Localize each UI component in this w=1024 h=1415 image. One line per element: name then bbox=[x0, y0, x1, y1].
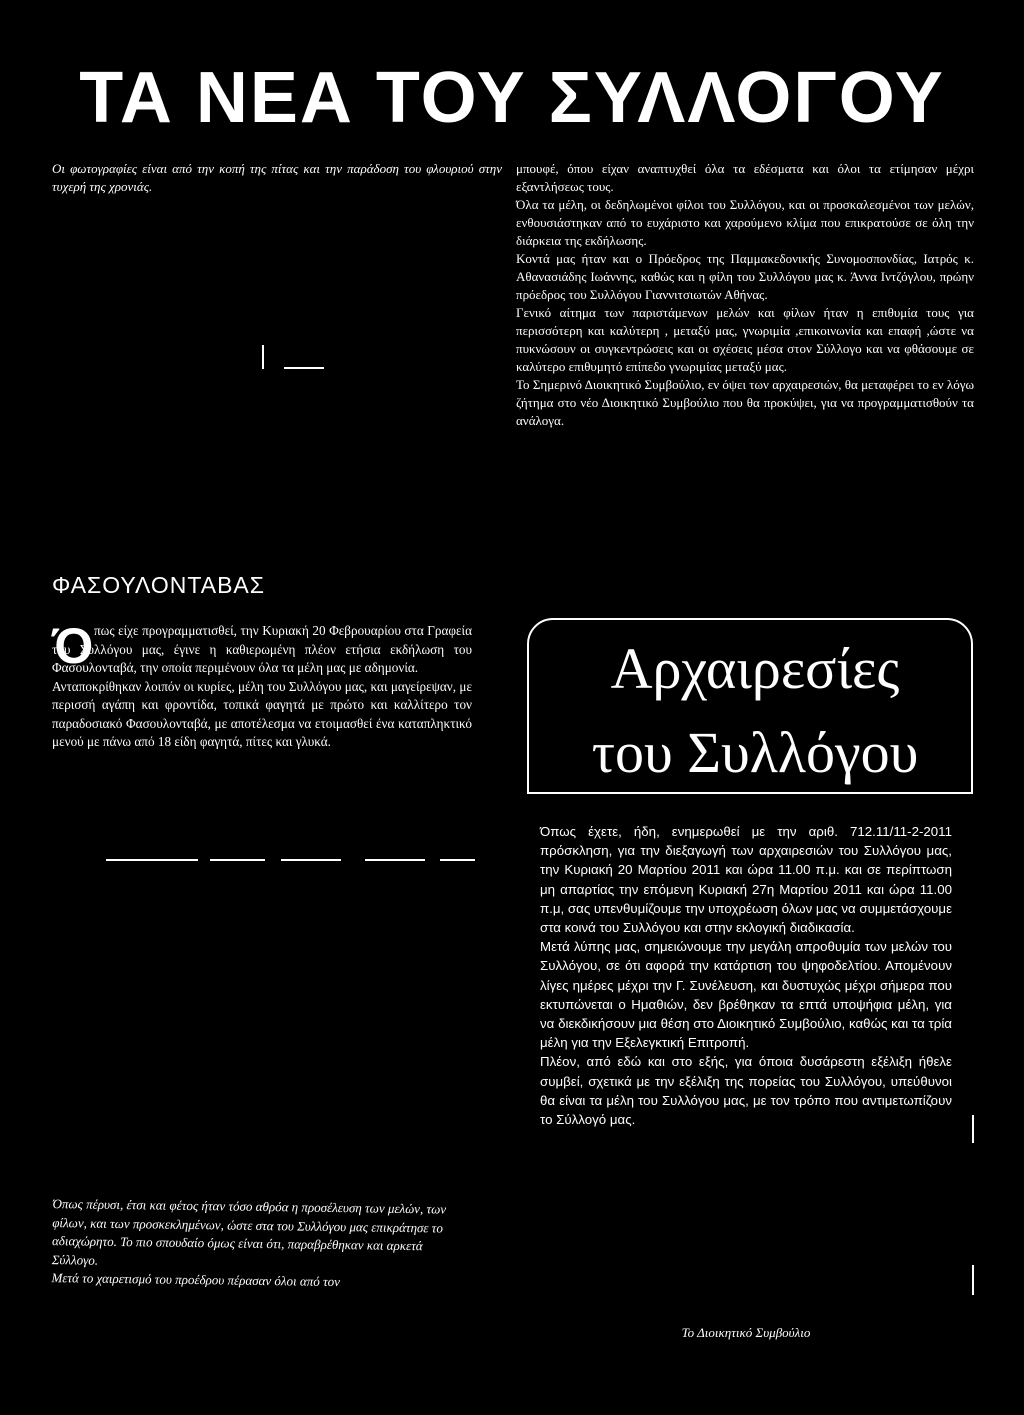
paragraph: Όλα τα μέλη, οι δεδηλωμένοι φίλοι του Συλλόγου, και οι προσκαλεσμένοι των μελών, ενθουσιάστηκαν από το ευχάριστο και χαρούμενο κλίμα που επικρατούσε σε όλη την διάρκεια της εκδήλωσης. bbox=[516, 197, 974, 248]
newsletter-title: ΤΑ ΝΕΑ ΤΟΥ ΣΥΛΛΟΓΟΥ bbox=[79, 58, 945, 138]
paragraph: Μετά το χαιρετισμό του προέδρου πέρασαν όλοι από τον bbox=[51, 1270, 341, 1290]
bottom-text-fragment bbox=[51, 1195, 472, 1293]
separator-line bbox=[281, 859, 341, 861]
signature: Το Διοικητικό Συμβούλιο bbox=[681, 1325, 811, 1340]
paragraph: Το Σημερινό Διοικητικό Συμβούλιο, εν όψει των αρχαιρεσιών, θα μεταφέρει το εν λόγω ζήτημα στο νέο Διοικητικό Συμβούλιο που θα προκύψει, για να προγραμματισθούν τα ανάλογα. bbox=[516, 377, 974, 428]
box-title-line1: Αρχαιρεσίες bbox=[610, 636, 900, 701]
left-article-text bbox=[52, 618, 472, 752]
paragraph: Όπως πέρυσι, έτσι και φέτος ήταν τόσο αθρόα η προσέλευση των μελών, των φίλων, και των προσκεκλημένων, ώστε στα του Συλλόγου μας επικράτησε το αδιαχώρητο. Το πιο σπουδαίο όμως είναι ότι, παραβρέθηκαν και αρκετά Σύλλογο. bbox=[51, 1196, 447, 1268]
separator-line bbox=[106, 859, 198, 861]
paragraph: Πλέον, από εδώ και στο εξής, για όποια δυσάρεστη εξέλιξη ήθελε συμβεί, σχετικά με την εξέλιξη της πορείας του Συλλόγου, υπεύθυνοι θα είναι τα μέλη του Συλλόγου μας, με τον τρόπο που αντιμετωπίζουν το Σύλλογό μας. bbox=[540, 1054, 952, 1128]
horizontal-rule bbox=[284, 367, 324, 369]
separator-line bbox=[210, 859, 265, 861]
margin-mark bbox=[972, 1115, 974, 1143]
photo-caption: Οι φωτογραφίες είναι από την κοπή της πίτας και την παράδοση του φλουριού στην τυχερή της χρονιάς. bbox=[52, 161, 502, 194]
paragraph: Όπως έχετε, ήδη, ενημερωθεί με την αριθ. 712.11/11-2-2011 πρόσκληση, για την διεξαγωγή των αρχαιρεσιών του Συλλόγου μας, την Κυριακή 20 Μαρτίου 2011 και ώρα 11.00 π.μ. και σε περίπτωση μη απαρτίας την επόμενη Κυριακή 27η Μαρτίου 2011 και ώρα 11.00 π.μ, σας υπενθυμίζουμε την υποχρέωση όλων μας να συμμετάσχουμε στα κοινά του Συλλόγου και στην εκλογική διαδικασία. bbox=[540, 824, 952, 936]
paragraph: Ανταποκρίθηκαν λοιπόν οι κυρίες, μέλη του Συλλόγου μας, και μαγείρεψαν, με περισσή αγάπη και φροντίδα, τοπικά φαγητά με πρώτο και καλλίτερο τον παραδοσιακό Φασουλονταβά, με αποτέλεσμα να ετοιμασθεί ένα καταπληκτικό μενού με πάνω από 18 είδη φαγητά, πίτες και γλυκά. bbox=[52, 678, 472, 749]
paragraph: πως είχε προγραμματισθεί, την Κυριακή 20 Φεβρουαρίου στα Γραφεία του Συλλόγου μας, έγινε η καθιερωμένη πλέον ετήσια εκδήλωση του Φασουλονταβά, την οποία περιμένουν όλα τα μέλη μας με αδημονία. bbox=[52, 623, 472, 675]
vertical-rule bbox=[262, 345, 264, 369]
separator-line bbox=[440, 859, 475, 861]
drop-cap: Ό bbox=[52, 618, 94, 674]
paragraph: Γενικό αίτημα των παριστάμενων μελών και φίλων ήταν η επιθυμία τους για περισσότερη και καλύτερη , μεταξύ μας, γνωριμία ,επικοινωνία και επαφή ,ώστε να πυκνώσουν οι συγκεντρώσεις και οι σχέσεις μέσα στον Σύλλογο και να φθάσουμε σε καλύτερο επιθυμητό επίπεδο γνωριμίας μεταξύ μας. bbox=[516, 305, 974, 374]
margin-mark bbox=[972, 1265, 974, 1295]
photo-placeholder-marks bbox=[262, 345, 332, 375]
paragraph: Κοντά μας ήταν και ο Πρόεδρος της Παμμακεδονικής Συνομοσπονδίας, Ιατρός κ. Αθανασιάδης Ιωάννης, καθώς και η φίλη του Συλλόγου μας κ. Άννα Ιντζόγλου, πρώην πρόεδρος του Συλλόγου Γιαννιτσιωτών Αθήνας. bbox=[516, 251, 974, 302]
paragraph: μπουφέ, όπου είχαν αναπτυχθεί όλα τα εδέσματα και όλοι τα ετίμησαν μέχρι εξαντλήσεως τους. bbox=[516, 161, 974, 194]
separator-line bbox=[365, 859, 425, 861]
box-title-line2: του Συλλόγου bbox=[591, 720, 919, 785]
right-column-text bbox=[516, 160, 974, 430]
article-heading: ΦΑΣΟΥΛΟΝΤΑΒΑΣ bbox=[52, 572, 265, 598]
elections-article-text bbox=[540, 822, 952, 1129]
paragraph: Μετά λύπης μας, σημειώνουμε την μεγάλη απροθυμία των μελών του Συλλόγου, σε ότι αφορά την κατάρτιση του ψηφοδελτίου. Απομένουν λίγες ημέρες μέχρι την Γ. Συνέλευση, και δυστυχώς μέχρι σήμερα που εκτυπώνεται ο Ημαθιών, δεν βρέθηκαν τα επτά υποψήφια μέλη, για να διεκδικήσουν μια θέση στο Διοικητικό Συμβούλιο, καθώς και τα τρία μέλη για την Εξελεγκτική Επιτροπή. bbox=[540, 939, 952, 1051]
